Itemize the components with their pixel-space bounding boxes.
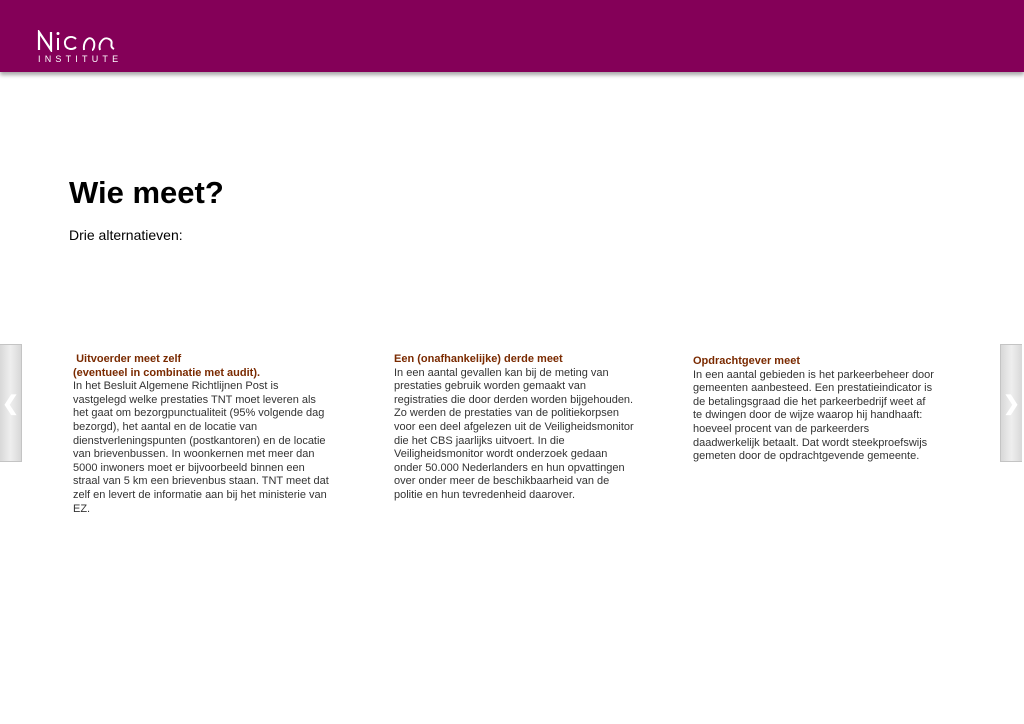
column-heading: Uitvoerder meet zelf: [76, 353, 182, 365]
column-body: In het Besluit Algemene Richtlijnen Post is vastgelegd welke prestaties TNT moet leveren als het gaat om bezorgpunctualiteit (95% volgende dag bezorgd), het aantal en de locatie van dienstverleningspunten (postkantoren) en de locatie van brievenbussen. In woonkernen met meer dan 5000 inwoners moet er bijvoorbeeld binnen een straal van 5 km een brievenbus staan. TNT meet dat zelf en levert de informatie aan bij het ministerie van EZ.: [73, 380, 329, 515]
column-heading: Een (onafhankelijke) derde meet: [394, 353, 563, 365]
header-bar: [0, 0, 1024, 72]
column-opdrachtgever: [693, 355, 937, 464]
column-uitvoerder: [73, 353, 331, 516]
slide-title: Wie meet?: [69, 175, 224, 210]
slide-subtitle: Drie alternatieven:: [69, 227, 183, 243]
column-derde: [394, 353, 636, 503]
column-body: In een aantal gebieden is het parkeerbeheer door gemeenten aanbesteed. Een prestatieindicator is de betalingsgraad die het parkeerbedrijf weet af te dwingen door de wijze waarop hij handhaaft: hoeveel procent van de parkeerders daadwerkelijk betaalt. Dat wordt steekproefswijs gemeten door de opdrachtgevende gemeente.: [693, 368, 934, 463]
column-heading-extra: (eventueel in combinatie met audit).: [73, 366, 261, 379]
column-heading: Opdrachtgever meet: [693, 355, 800, 367]
chevron-right-icon: ❯: [1003, 392, 1020, 415]
previous-slide-button[interactable]: [0, 344, 22, 462]
chevron-left-icon: ❮: [2, 392, 19, 415]
logo-wordmark-icon: [36, 30, 128, 52]
next-slide-button[interactable]: [1000, 344, 1022, 462]
logo-subtitle: INSTITUTE: [38, 54, 123, 64]
column-body: In een aantal gevallen kan bij de meting van prestaties gebruik worden gemaakt van registraties die door derden worden bijgehouden. Zo werden de prestaties van de politiekorpsen voor een deel afgelezen uit de Veiligheidsmonitor die het CBS jaarlijks uitvoert. In die Veiligheidsmonitor wordt onderzoek gedaan onder 50.000 Nederlanders en hun opvattingen over onder meer de beschikbaarheid van de politie en hun tevredenheid daarover.: [394, 366, 634, 501]
nicis-logo: [36, 30, 128, 64]
